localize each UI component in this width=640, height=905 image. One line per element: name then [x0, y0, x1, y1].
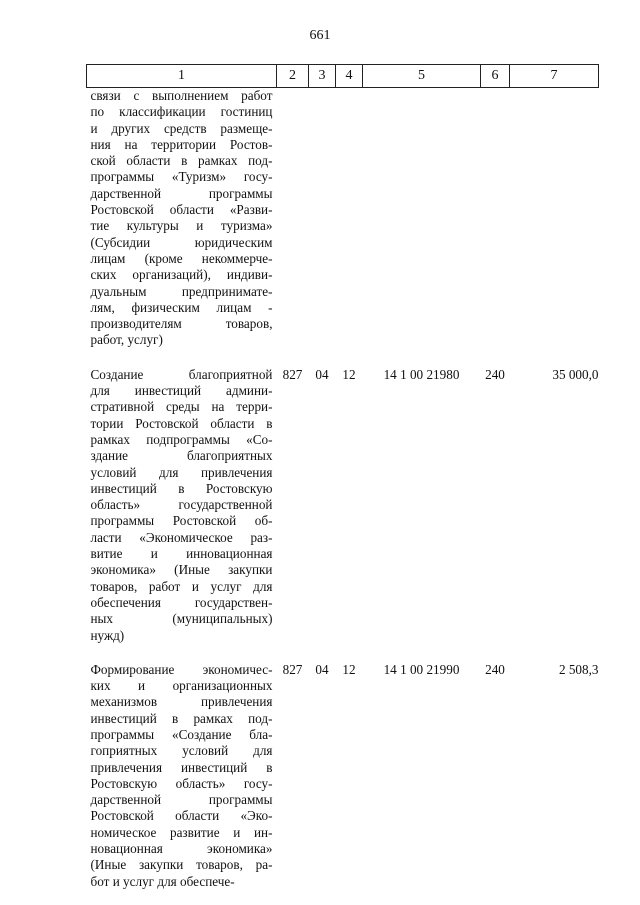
column-header-3: 3: [309, 65, 336, 88]
description-line: Формирование экономичес-: [90, 661, 273, 677]
description-line: работ, услуг): [90, 332, 163, 348]
table-row: [87, 662, 599, 890]
description-line: Создание благоприятной: [90, 366, 273, 382]
description-line: Ростовской области «Разви-: [90, 202, 273, 218]
description-line: ласти «Экономическое раз-: [90, 529, 273, 545]
cell-subsection: [336, 88, 363, 349]
cell-amount: [510, 88, 599, 349]
description-line: инвестиций в Ростовскую: [90, 480, 273, 496]
table-row: [87, 367, 599, 644]
cell-target-article: [363, 88, 481, 349]
cell-ministry-code: 827: [282, 366, 303, 382]
page-number: 661: [309, 28, 331, 43]
description-line: лям, физическим лицам -: [90, 299, 273, 315]
description-line: (Субсидии юридическим: [90, 234, 273, 250]
description-line: программы «Создание бла-: [90, 726, 273, 742]
cell-amount: 2 508,3: [558, 661, 599, 677]
description-line: экономика» (Иные закупки: [90, 562, 273, 578]
description-line: здание благоприятных: [90, 448, 273, 464]
description-line: гоприятных условий для: [90, 743, 273, 759]
description-line: витие и инновационная: [90, 546, 273, 562]
cell-expense-type: 240: [485, 661, 505, 677]
description-line: (Иные закупки товаров, ра-: [90, 857, 273, 873]
cell-subsection: 12: [342, 661, 356, 677]
description-line: ких и организационных: [90, 678, 273, 694]
description-line: тие культуры и туризма»: [90, 218, 273, 234]
description-line: ской области в рамках под-: [90, 153, 273, 169]
description-line: дарственной программы: [90, 185, 273, 201]
description-line: дарственной программы: [90, 792, 273, 808]
budget-table: [86, 64, 599, 890]
description-line: область» государственной: [90, 497, 273, 513]
description-line: программы Ростовской об-: [90, 513, 273, 529]
description-line: ских организаций), индиви-: [90, 267, 273, 283]
column-header-2: 2: [277, 65, 309, 88]
description-line: тории Ростовской области в: [90, 415, 273, 431]
cell-ministry-code: [277, 88, 309, 349]
table-header-row: [87, 65, 599, 88]
description-line: рамках подпрограммы «Со-: [90, 431, 273, 447]
description-line: Ростовскую область» госу-: [90, 775, 273, 791]
description-line: механизмов привлечения: [90, 694, 273, 710]
description-line: новационная экономика»: [90, 841, 273, 857]
description-line: обеспечения государствен-: [90, 594, 273, 610]
row-gap: [87, 349, 599, 367]
description-line: производителям товаров,: [90, 316, 273, 332]
description-line: привлечения инвестиций в: [90, 759, 273, 775]
description-line: инвестиций в рамках под-: [90, 710, 273, 726]
description-line: для инвестиций админи-: [90, 383, 273, 399]
description-line: бот и услуг для обеспече-: [90, 873, 235, 889]
cell-amount: 35 000,0: [552, 366, 599, 382]
cell-section: 04: [315, 661, 329, 677]
description-line: по классификации гостиниц: [90, 104, 273, 120]
cell-ministry-code: 827: [282, 661, 303, 677]
description-line: программы «Туризм» госу-: [90, 169, 273, 185]
description-line: дуальным предпринимате-: [90, 283, 273, 299]
description-line: товаров, работ и услуг для: [90, 578, 273, 594]
description-line: стративной среды на терри-: [90, 399, 273, 415]
column-header-4: 4: [336, 65, 363, 88]
description-line: ния на территории Ростов-: [90, 136, 273, 152]
column-header-5: 5: [363, 65, 481, 88]
row-description: [87, 88, 277, 349]
cell-section: 04: [315, 366, 329, 382]
description-line: лицам (кроме некоммерче-: [90, 250, 273, 266]
row-description: [87, 662, 277, 890]
description-line: и других средств размеще-: [90, 120, 273, 136]
description-line: ных (муниципальных): [90, 611, 273, 627]
cell-expense-type: 240: [485, 366, 505, 382]
description-line: условий для привлечения: [90, 464, 273, 480]
column-header-6: 6: [481, 65, 510, 88]
column-header-7: 7: [510, 65, 599, 88]
description-line: связи с выполнением работ: [90, 88, 273, 103]
row-gap: [87, 644, 599, 662]
cell-target-article: 14 1 00 21990: [383, 661, 460, 677]
description-line: Ростовской области «Эко-: [90, 808, 273, 824]
table-row: [87, 88, 599, 349]
description-line: номическое развитие и ин-: [90, 824, 273, 840]
cell-section: [309, 88, 336, 349]
cell-subsection: 12: [342, 366, 356, 382]
column-header-1: 1: [87, 65, 277, 88]
description-line: нужд): [90, 627, 125, 643]
cell-target-article: 14 1 00 21980: [383, 366, 460, 382]
row-description: [87, 367, 277, 644]
cell-expense-type: [481, 88, 510, 349]
